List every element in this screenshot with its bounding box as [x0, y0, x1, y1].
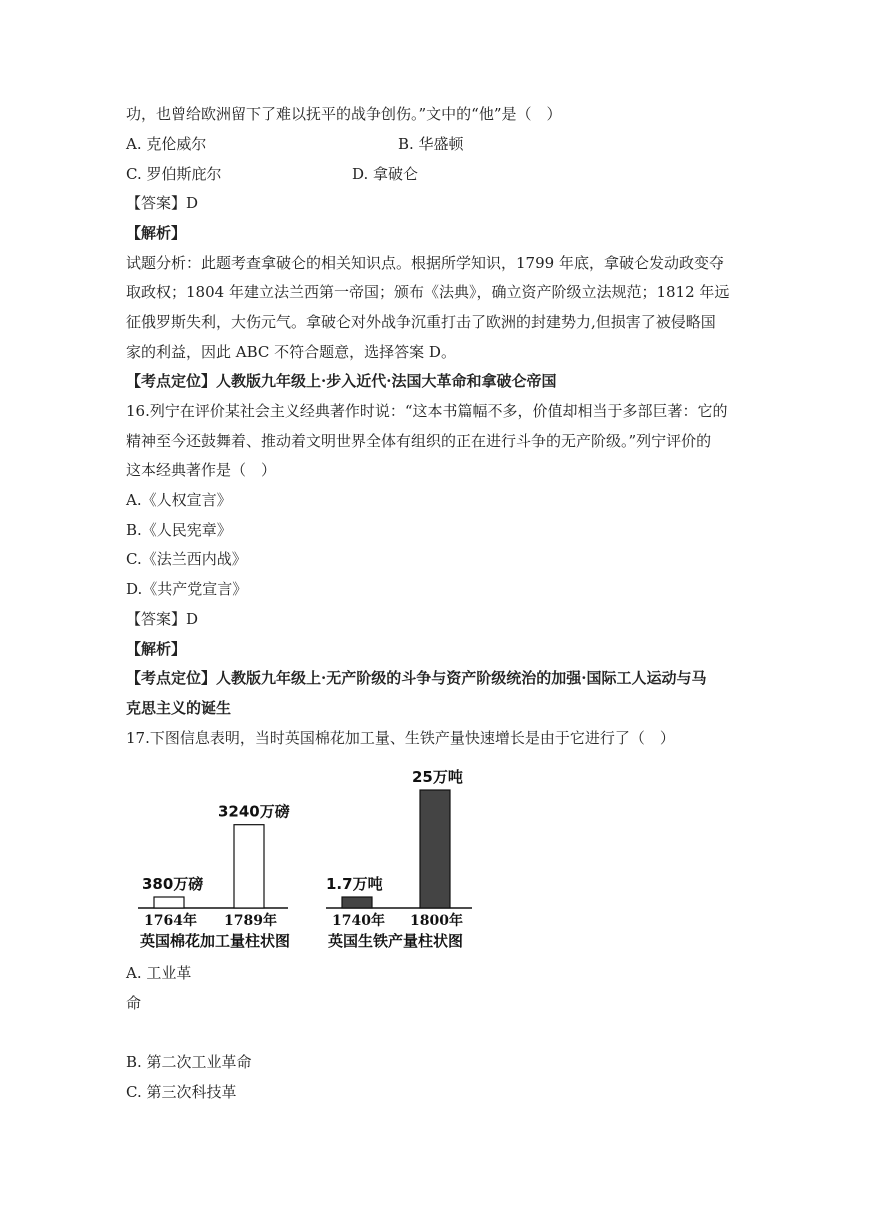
analysis-label: 【解析】	[126, 224, 187, 242]
option-c: C.《法兰西内战》	[126, 550, 247, 568]
option-b: B. 华盛顿	[398, 135, 464, 153]
option-d: D. 拿破仑	[352, 165, 419, 183]
option-a: A. 克伦威尔	[126, 135, 207, 153]
chart-title: 英国棉花加工量柱状图	[140, 932, 291, 950]
chart-title: 英国生铁产量柱状图	[328, 932, 464, 950]
option-c: C. 罗伯斯庇尔	[126, 165, 222, 183]
knowledge-point: 克思主义的诞生	[126, 699, 232, 717]
bar	[342, 897, 372, 908]
text-line: 精神至今还鼓舞着、推动着文明世界全体有组织的正在进行斗争的无产阶级。”列宁评价的	[126, 432, 712, 450]
bar	[420, 790, 450, 908]
bar-charts	[130, 760, 490, 960]
bar	[154, 897, 184, 908]
text-line: 取政权；1804 年建立法兰西第一帝国；颁布《法典》，确立资产阶级立法规范；1812 年远	[126, 283, 730, 301]
option-d: D.《共产党宣言》	[126, 580, 248, 598]
data-label: 25万吨	[412, 768, 463, 786]
question-16: 16.列宁在评价某社会主义经典著作时说：“这本书篇幅不多，价值却相当于多部巨著：它的	[126, 402, 728, 420]
option-b: B.《人民宪章》	[126, 521, 232, 539]
text-line: 征俄罗斯失利，大伤元气。拿破仑对外战争沉重打击了欧洲的封建势力,但损害了被侵略国	[126, 313, 716, 331]
text-line: 功，也曾给欧洲留下了难以抚平的战争创伤。”文中的“他”是（ ）	[126, 105, 562, 123]
x-tick-label: 1764年	[144, 913, 197, 929]
option-b: B. 第二次工业革命	[126, 1053, 252, 1071]
bar	[234, 825, 264, 908]
option-c: C. 第三次科技革	[126, 1083, 237, 1101]
text-line: 家的利益，因此 ABC 不符合题意，选择答案 D。	[126, 343, 456, 361]
question-17: 17.下图信息表明，当时英国棉花加工量、生铁产量快速增长是由于它进行了（ ）	[126, 729, 675, 747]
text-line: 命	[126, 994, 142, 1012]
text-line: 这本经典著作是（ ）	[126, 461, 277, 479]
knowledge-point: 【考点定位】人教版九年级上·无产阶级的斗争与资产阶级统治的加强·国际工人运动与马	[126, 669, 707, 687]
x-tick-label: 1800年	[410, 913, 463, 929]
answer-label: 【答案】D	[126, 194, 199, 212]
x-tick-label: 1740年	[332, 913, 385, 929]
knowledge-point: 【考点定位】人教版九年级上·步入近代·法国大革命和拿破仑帝国	[126, 372, 557, 390]
option-a: A. 工业革	[126, 964, 192, 982]
x-tick-label: 1789年	[224, 913, 277, 929]
data-label: 380万磅	[142, 875, 204, 893]
answer-label: 【答案】D	[126, 610, 199, 628]
text-line: 试题分析：此题考查拿破仑的相关知识点。根据所学知识，1799 年底，拿破仑发动政变夺	[126, 254, 724, 272]
option-a: A.《人权宣言》	[126, 491, 232, 509]
data-label: 1.7万吨	[326, 875, 383, 893]
analysis-label: 【解析】	[126, 640, 187, 658]
data-label: 3240万磅	[218, 802, 290, 821]
